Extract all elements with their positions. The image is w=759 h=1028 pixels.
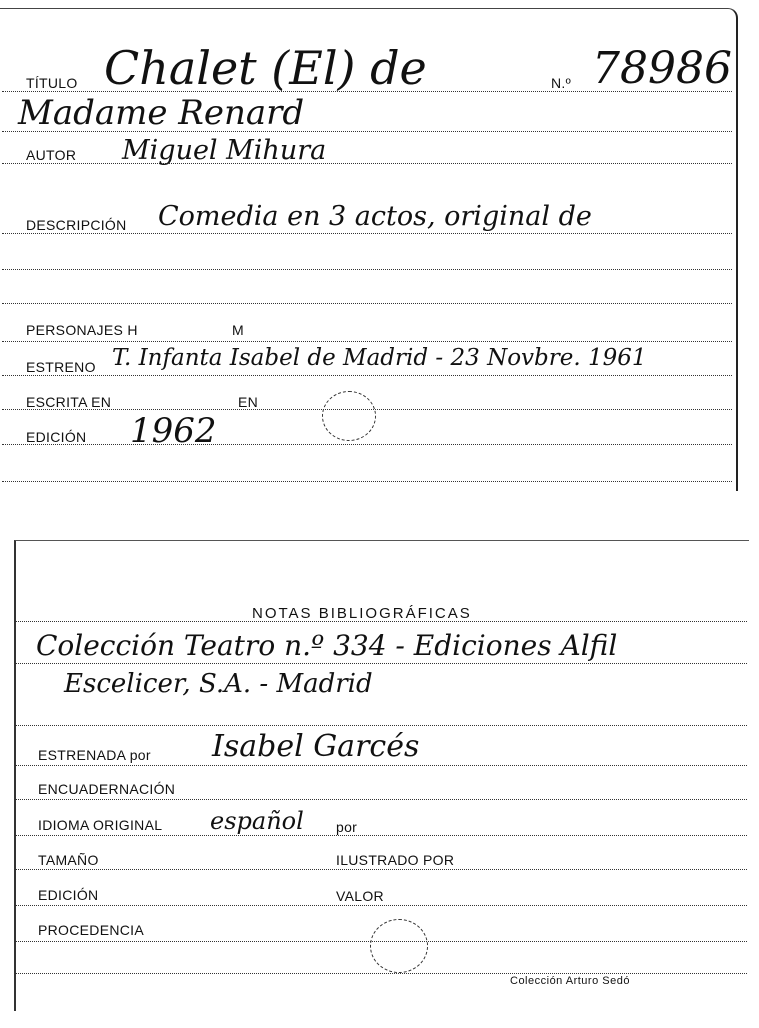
rule <box>2 233 732 234</box>
label-edicion: EDICIÓN <box>38 887 99 903</box>
label-encuadernacion: ENCUADERNACIÓN <box>38 781 176 797</box>
label-escrita-en: ESCRITA EN <box>26 394 112 410</box>
label-tamano: TAMAÑO <box>38 852 99 868</box>
rule <box>16 905 747 906</box>
label-edicion: EDICIÓN <box>26 429 87 445</box>
collection-credit: Colección Arturo Sedó <box>510 975 630 987</box>
handwritten-title-line1: Chalet (El) de <box>104 41 427 95</box>
handwritten-description: Comedia en 3 actos, original de <box>158 201 592 232</box>
label-en: EN <box>238 394 259 410</box>
rule <box>2 375 732 376</box>
label-numero: N.º <box>551 75 572 91</box>
rule <box>16 799 747 800</box>
label-procedencia: PROCEDENCIA <box>38 922 144 938</box>
label-personajes-m: M <box>232 322 244 338</box>
handwritten-catalog-number: 78986 <box>592 43 732 94</box>
rule <box>2 269 732 270</box>
rule <box>16 973 747 974</box>
label-titulo: TÍTULO <box>26 75 78 91</box>
handwritten-original-language: español <box>210 807 304 835</box>
rule <box>2 341 732 342</box>
rule <box>16 725 747 726</box>
label-ilustrado-por: ILUSTRADO POR <box>336 852 455 868</box>
handwritten-title-line2: Madame Renard <box>18 93 305 133</box>
rule <box>2 303 732 304</box>
circular-stamp <box>370 919 428 973</box>
label-estreno: ESTRENO <box>26 359 96 375</box>
catalog-card-front <box>0 8 738 491</box>
rule <box>16 765 747 766</box>
notes-heading: NOTAS BIBLIOGRÁFICAS <box>252 605 472 622</box>
handwritten-edition-year: 1962 <box>130 411 217 451</box>
handwritten-premiere: T. Infanta Isabel de Madrid - 23 Novbre. 1961 <box>112 345 647 371</box>
label-idioma-original: IDIOMA ORIGINAL <box>38 817 163 833</box>
rule <box>2 163 732 164</box>
label-valor: VALOR <box>336 888 384 904</box>
rule <box>2 444 732 445</box>
circular-stamp <box>322 391 376 441</box>
label-autor: AUTOR <box>26 147 77 163</box>
label-descripcion: DESCRIPCIÓN <box>26 217 127 233</box>
label-personajes: PERSONAJES H <box>26 322 138 338</box>
handwritten-author: Miguel Mihura <box>122 135 327 166</box>
catalog-card-back <box>14 540 749 1011</box>
handwritten-notes-line2: Escelicer, S.A. - Madrid <box>64 669 373 699</box>
handwritten-notes-line1: Colección Teatro n.º 334 - Ediciones Alfil <box>36 629 618 662</box>
rule <box>16 869 747 870</box>
label-por: por <box>336 819 358 835</box>
rule <box>16 663 747 664</box>
rule <box>2 481 732 482</box>
handwritten-premiered-by: Isabel Garcés <box>212 729 420 764</box>
label-estrenada-por: ESTRENADA por <box>38 747 151 763</box>
rule <box>16 835 747 836</box>
